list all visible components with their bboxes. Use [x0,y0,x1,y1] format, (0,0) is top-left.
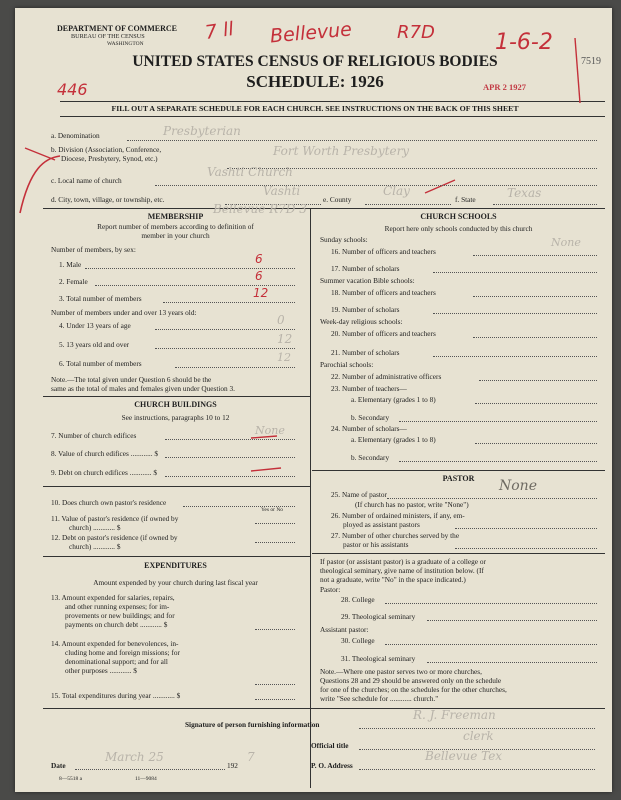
local-name-label: c. Local name of church [51,176,122,185]
form-code: 8—5518 a [59,776,83,782]
q16-value: None [551,236,581,249]
instruction-line: FILL OUT A SEPARATE SCHEDULE FOR EACH CHURCH. SEE INSTRUCTIONS ON THE BACK OF THIS SHEET [111,104,519,113]
q24b-label: b. Secondary [351,453,390,462]
q10-label: 10. Does church own pastor's residence [51,498,167,507]
city-label: WASHINGTON [107,41,144,47]
q3-label: 3. Total number of members [59,294,142,303]
serial-number: 7519 [581,56,601,67]
date-value: March 25 [105,750,164,764]
q27-label: 27. Number of other churches served by the pastor or his assistants [331,531,460,549]
q31-label: 31. Theological seminary [341,654,416,663]
q24a-label: a. Elementary (grades 1 to 8) [351,435,436,444]
membership-annotation: Bellevue R7D 3 [213,202,307,216]
county-value: Clay [383,184,410,198]
print-code: 11—9084 [135,776,157,782]
year-value: 7 [247,750,255,764]
q1-label: 1. Male [59,260,82,269]
under-over-13-label: Number of members under and over 13 years old: [51,308,197,317]
members-by-sex-label: Number of members, by sex: [51,245,136,254]
county-label: e. County [323,195,352,204]
education-instructions: If pastor (or assistant pastor) is a graduate of a college or theological seminary, give name of institution below. (If not a graduate, write "No" in the space indicated.) [320,557,486,584]
denomination-label: a. Denomination [51,131,100,140]
q25-label: 25. Name of pastor [331,490,387,499]
church-schools-heading: CHURCH SCHOOLS [420,212,497,221]
department-label: DEPARTMENT OF COMMERCE [57,24,178,33]
q23-label: 23. Number of teachers— [331,384,407,393]
q28-label: 28. College [341,595,375,604]
q9-label: 9. Debt on church edifices ............ $ [51,468,157,477]
yes-no-label: Yes or No [261,507,284,513]
city-town-label: d. City, town, village, or township, etc. [51,195,165,204]
q6-value: 12 [277,351,291,364]
q22-label: 22. Number of administrative officers [331,372,442,381]
signature-label: Signature of person furnishing information [185,720,320,729]
q18-label: 18. Number of officers and teachers [331,288,436,297]
q7-value: None [255,424,285,437]
q21-label: 21. Number of scholars [331,348,400,357]
year-prefix: 192 [227,761,238,770]
annotation-top-4: 1-6-2 [495,30,553,55]
state-label: f. State [455,195,476,204]
church-buildings-heading: CHURCH BUILDINGS [134,400,217,409]
form-subtitle: SCHEDULE: 1926 [246,72,384,91]
q17-label: 17. Number of scholars [331,264,400,273]
summer-schools-label: Summer vacation Bible schools: [320,276,415,285]
q29-label: 29. Theological seminary [341,612,416,621]
q1-value: 6 [255,252,263,266]
signature-value: R. J. Freeman [413,708,496,722]
q4-label: 4. Under 13 years of age [59,321,131,330]
local-name-value: Vashti Church [207,165,293,179]
q12-label: 12. Debt on pastor's residence (if owned by church) ............ $ [51,533,178,551]
division-value: Fort Worth Presbytery [273,144,410,158]
bureau-label: BUREAU OF THE CENSUS [71,33,145,40]
q8-label: 8. Value of church edifices ............ $ [51,449,159,458]
annotation-top-1: 7 ll [203,18,236,44]
q6-label: 6. Total number of members [59,359,142,368]
city-town-value: Vashti [263,184,301,198]
q14-label: 14. Amount expended for benevolences, in- cluding home and foreign missions; for denominational support; and for all other purposes ............ $ [51,639,180,675]
parochial-schools-label: Parochial schools: [320,360,374,369]
membership-note: Note.—The total given under Question 6 should be the same as the total of males and females given under Question 3. [51,375,235,393]
official-title-label: Official title [311,741,349,750]
assistant-pastor-label: Assistant pastor: [320,625,369,634]
weekday-schools-label: Week-day religious schools: [320,317,403,326]
po-address-label: P. O. Address [311,761,353,770]
official-title-value: clerk [463,729,494,743]
pastor-heading: PASTOR [442,474,475,483]
q20-label: 20. Number of officers and teachers [331,329,436,338]
division-label: b. Division (Association, Conference, Diocese, Presbytery, Synod, etc.) [51,145,162,163]
schools-subheading: Report here only schools conducted by this church [384,224,533,233]
q26-label: 26. Number of ordained ministers, if any, em- ployed as assistant pastors [331,511,465,529]
q3-value: 12 [253,286,269,300]
po-address-value: Bellevue Tex [425,749,503,763]
q2-label: 2. Female [59,277,88,286]
received-date-stamp: APR 2 1927 [483,82,526,92]
q11-label: 11. Value of pastor's residence (if owned by church) ............ $ [51,514,179,532]
q25-value: None [499,478,537,494]
census-schedule-form [15,8,612,792]
q19-label: 19. Number of scholars [331,305,400,314]
q5-value: 12 [277,332,293,346]
membership-subheading: Report number of members according to definition of member in your church [97,222,254,240]
annotation-top-2: Bellevue [269,18,353,48]
q24-label: 24. Number of scholars— [331,424,407,433]
q30-label: 30. College [341,636,375,645]
sunday-schools-label: Sunday schools: [320,235,368,244]
form-title: UNITED STATES CENSUS OF RELIGIOUS BODIES [132,53,498,70]
denomination-value: Presbyterian [163,124,241,138]
q7-label: 7. Number of church edifices [51,431,137,440]
date-label: Date [51,761,66,770]
buildings-instructions: See instructions, paragraphs 10 to 12 [121,413,230,422]
state-value: Texas [507,186,542,200]
q16-label: 16. Number of officers and teachers [331,247,436,256]
q4-value: 0 [277,313,285,327]
pastor-label: Pastor: [320,585,341,594]
annotation-top-3: R7D [397,22,435,43]
annotation-top-5: 446 [57,80,88,99]
expenditures-subheading: Amount expended by your church during last fiscal year [93,578,258,587]
expenditures-heading: EXPENDITURES [144,561,207,570]
education-note: Note.—Where one pastor serves two or more churches, Questions 28 and 29 should be answered only on the schedule for one of the churches; on the schedules for the other churches, write "See schedule for ............ church." [320,667,507,703]
q23b-label: b. Secondary [351,413,390,422]
q23a-label: a. Elementary (grades 1 to 8) [351,395,436,404]
q5-label: 5. 13 years old and over [59,340,130,349]
q2-value: 6 [255,269,263,283]
q13-label: 13. Amount expended for salaries, repairs, and other running expenses; for im- provements or new buildings; and for payments on church debt ............ $ [51,593,175,629]
membership-heading: MEMBERSHIP [147,212,204,221]
q25-note: (If church has no pastor, write "None") [355,500,469,509]
q15-label: 15. Total expenditures during year ............ $ [51,691,181,700]
